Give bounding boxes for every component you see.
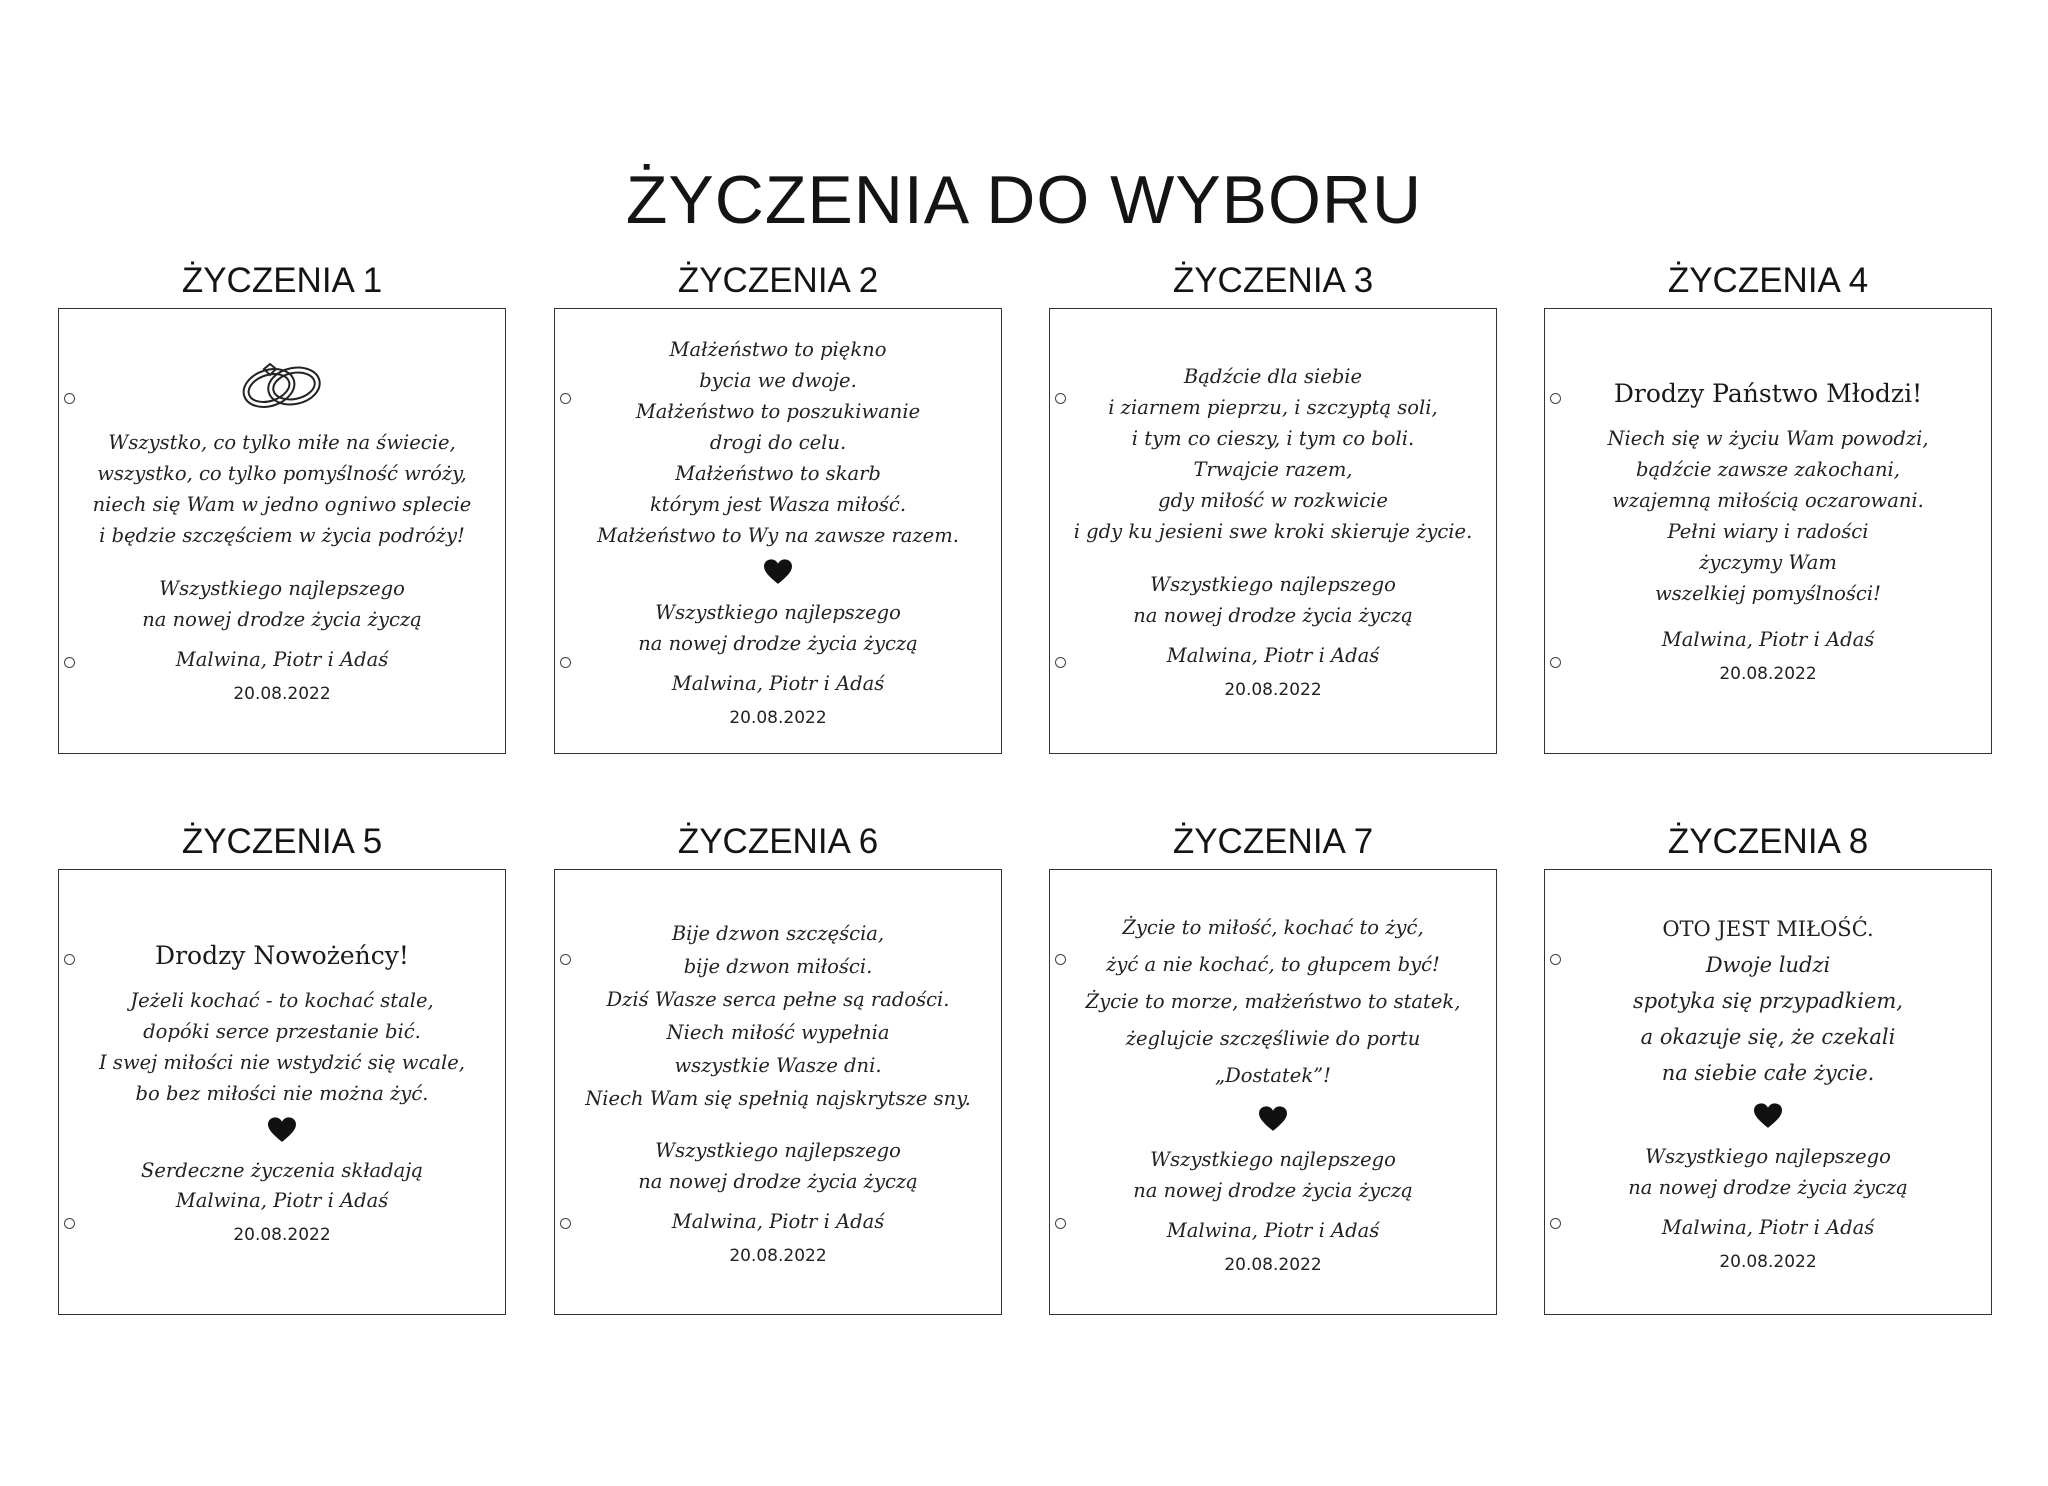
date: 20.08.2022 [1224, 1254, 1322, 1275]
wish-text: Wszystkiego najlepszego na nowej drodze życia życzą [638, 1139, 918, 1193]
card-heading: Drodzy Państwo Młodzi! [1613, 379, 1923, 408]
punch-hole-top [1550, 954, 1561, 965]
punch-hole-top [560, 393, 571, 404]
wish-text: Wszystkiego najlepszego na nowej drodze życia życzą [142, 577, 422, 631]
date: 20.08.2022 [1719, 1252, 1817, 1272]
wish-text: Serdeczne życzenia składają [141, 1158, 423, 1182]
card-title: ŻYCZENIA 1 [181, 261, 383, 300]
signature-names: Malwina, Piotr i Adaś [1166, 644, 1380, 667]
signature-names: Malwina, Piotr i Adaś [671, 1210, 885, 1233]
heart-icon [1259, 1106, 1287, 1132]
date: 20.08.2022 [1719, 664, 1817, 684]
heart-icon [764, 559, 792, 585]
wish-text: Wszystkiego najlepszego na nowej drodze życia życzą [1628, 1145, 1908, 1199]
verse: Bądźcie dla siebie i ziarnem pieprzu, i szczyptą soli, i tym co cieszy, i tym co boli. Trwajcie razem, gdy miłość w rozkwicie i gdy ku jesieni swe kroki skieruje życie. [1073, 365, 1473, 543]
date: 20.08.2022 [233, 684, 331, 704]
punch-hole-top [1055, 954, 1066, 965]
verse: Bije dzwon szczęścia, bije dzwon miłości. Dziś Wasze serca pełne są radości. Niech miłość wypełnia wszystkie Wasze dni. Niech Wam się spełnią najskrytsze sny. [585, 922, 971, 1110]
wish-card[interactable] [1049, 869, 1497, 1315]
signature-names: Malwina, Piotr i Adaś [1661, 1216, 1875, 1239]
card-title: ŻYCZENIA 7 [1172, 822, 1374, 861]
date: 20.08.2022 [233, 1224, 331, 1245]
heart-icon [1754, 1103, 1782, 1129]
punch-hole-bottom [64, 657, 75, 668]
punch-hole-bottom [560, 657, 571, 668]
wish-text: Wszystkiego najlepszego na nowej drodze życia życzą [1133, 1147, 1413, 1202]
punch-hole-top [64, 954, 75, 965]
wish-text: Wszystkiego najlepszego na nowej drodze życia życzą [638, 600, 918, 655]
punch-hole-bottom [1055, 657, 1066, 668]
page-title: ŻYCZENIA DO WYBORU [625, 162, 1423, 238]
signature-names: Malwina, Piotr i Adaś [175, 1188, 389, 1212]
card-title: ŻYCZENIA 3 [1172, 261, 1374, 300]
heart-icon [268, 1117, 296, 1143]
card-title: ŻYCZENIA 2 [677, 261, 879, 300]
punch-hole-bottom [560, 1218, 571, 1229]
punch-hole-bottom [1550, 1218, 1561, 1229]
card-heading: Drodzy Nowożeńcy! [155, 940, 409, 970]
card-title: ŻYCZENIA 6 [677, 822, 879, 861]
wish-card[interactable] [58, 308, 506, 754]
signature-names: Malwina, Piotr i Adaś [671, 671, 885, 695]
verse: Jeżeli kochać - to kochać stale, dopóki serce przestanie bić. I swej miłości nie wstydzić się wcale, bo bez miłości nie można żyć. [99, 988, 465, 1105]
wish-card[interactable] [1049, 308, 1497, 754]
verse: Życie to miłość, kochać to żyć, żyć a nie kochać, to głupcem być! Życie to morze, małżeństwo to statek, żeglujcie szczęśliwie do portu „Dostatek”! [1085, 915, 1461, 1087]
wish-text: Wszystkiego najlepszego na nowej drodze życia życzą [1133, 573, 1413, 627]
card-title: ŻYCZENIA 8 [1667, 822, 1869, 861]
punch-hole-bottom [1550, 657, 1561, 668]
wish-card[interactable] [58, 869, 506, 1315]
date: 20.08.2022 [1224, 680, 1322, 700]
punch-hole-top [64, 393, 75, 404]
wish-card[interactable] [1544, 869, 1992, 1315]
punch-hole-bottom [1055, 1218, 1066, 1229]
wish-card[interactable] [554, 869, 1002, 1315]
date: 20.08.2022 [729, 1246, 827, 1266]
wish-card[interactable] [554, 308, 1002, 754]
verse: Wszystko, co tylko miłe na świecie, wszystko, co tylko pomyślność wróży, niech się Wam w jedno ogniwo splecie i będzie szczęściem w życia podróży! [92, 431, 472, 547]
verse: OTO JEST MIŁOŚĆ. Dwoje ludzi spotyka się przypadkiem, a okazuje się, że czekali na siebie całe życie. [1633, 917, 1903, 1085]
punch-hole-top [1055, 393, 1066, 404]
verse: Niech się w życiu Wam powodzi, bądźcie zawsze zakochani, wzajemną miłością oczarowani. Pełni wiary i radości życzymy Wam wszelkiej pomyślności! [1607, 427, 1929, 605]
rings-icon [234, 357, 330, 413]
card-title: ŻYCZENIA 4 [1667, 261, 1869, 300]
signature-names: Malwina, Piotr i Adaś [1661, 628, 1875, 651]
signature-names: Malwina, Piotr i Adaś [175, 648, 389, 671]
punch-hole-top [1550, 393, 1561, 404]
wish-card[interactable] [1544, 308, 1992, 754]
punch-hole-bottom [64, 1218, 75, 1229]
punch-hole-top [560, 954, 571, 965]
card-title: ŻYCZENIA 5 [181, 822, 383, 861]
date: 20.08.2022 [729, 707, 827, 728]
signature-names: Malwina, Piotr i Adaś [1166, 1218, 1380, 1242]
verse: Małżeństwo to piękno bycia we dwoje. Małżeństwo to poszukiwanie drogi do celu. Małżeństwo to skarb którym jest Wasza miłość. Małżeństwo to Wy na zawsze razem. [597, 337, 959, 547]
